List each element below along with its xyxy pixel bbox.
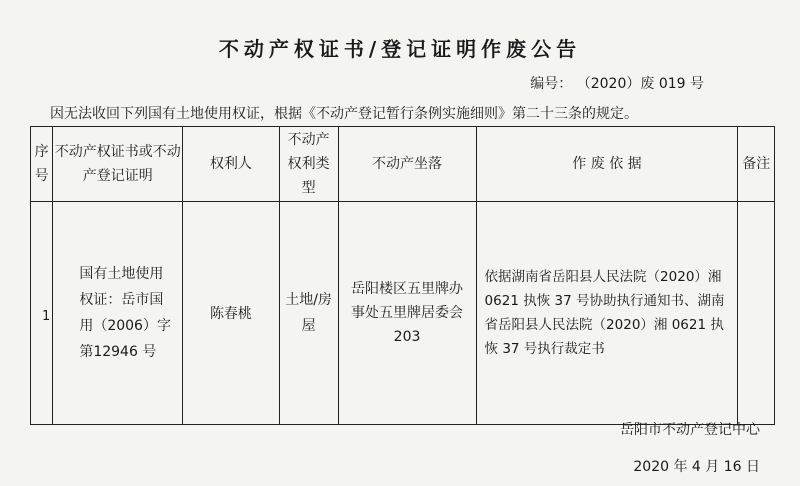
- cell-right-type: 土地/房屋: [279, 202, 338, 425]
- notice-title: 不动产权证书/登记证明作废公告: [218, 37, 582, 61]
- cell-location: 岳阳楼区五里牌办事处五里牌居委会203: [338, 202, 476, 425]
- issue-date: 2020 年 4 月 16 日: [633, 459, 760, 475]
- document-number: 编号： （2020）废 019 号: [530, 76, 704, 92]
- table-header-row: [31, 127, 775, 202]
- header-note: 备注: [738, 127, 775, 202]
- header-certificate: 不动产权证书或不动产登记证明: [53, 127, 183, 202]
- cell-certificate: 国有土地使用权证：岳市国用（2006）字第12946 号: [53, 202, 183, 425]
- header-holder: 权利人: [183, 127, 279, 202]
- table-row: [31, 202, 775, 425]
- cell-seq: 1: [31, 202, 53, 425]
- void-certificate-table: [30, 126, 775, 425]
- header-void-basis: 作 废 依 据: [476, 127, 738, 202]
- cell-holder: 陈春桃: [183, 202, 279, 425]
- header-seq: 序号: [31, 127, 53, 202]
- intro-paragraph: 因无法收回下列国有土地使用权证，根据《不动产登记暂行条例实施细则》第二十三条的规定。: [50, 106, 638, 122]
- cell-note: [738, 202, 775, 425]
- issuing-organization: 岳阳市不动产登记中心: [620, 422, 760, 438]
- cell-void-basis: 依据湖南省岳阳县人民法院（2020）湘 0621 执恢 37 号协助执行通知书、湖南省岳阳县人民法院（2020）湘 0621 执恢 37 号执行裁定书: [476, 202, 738, 425]
- header-location: 不动产坐落: [338, 127, 476, 202]
- header-right-type: 不动产权利类型: [279, 127, 338, 202]
